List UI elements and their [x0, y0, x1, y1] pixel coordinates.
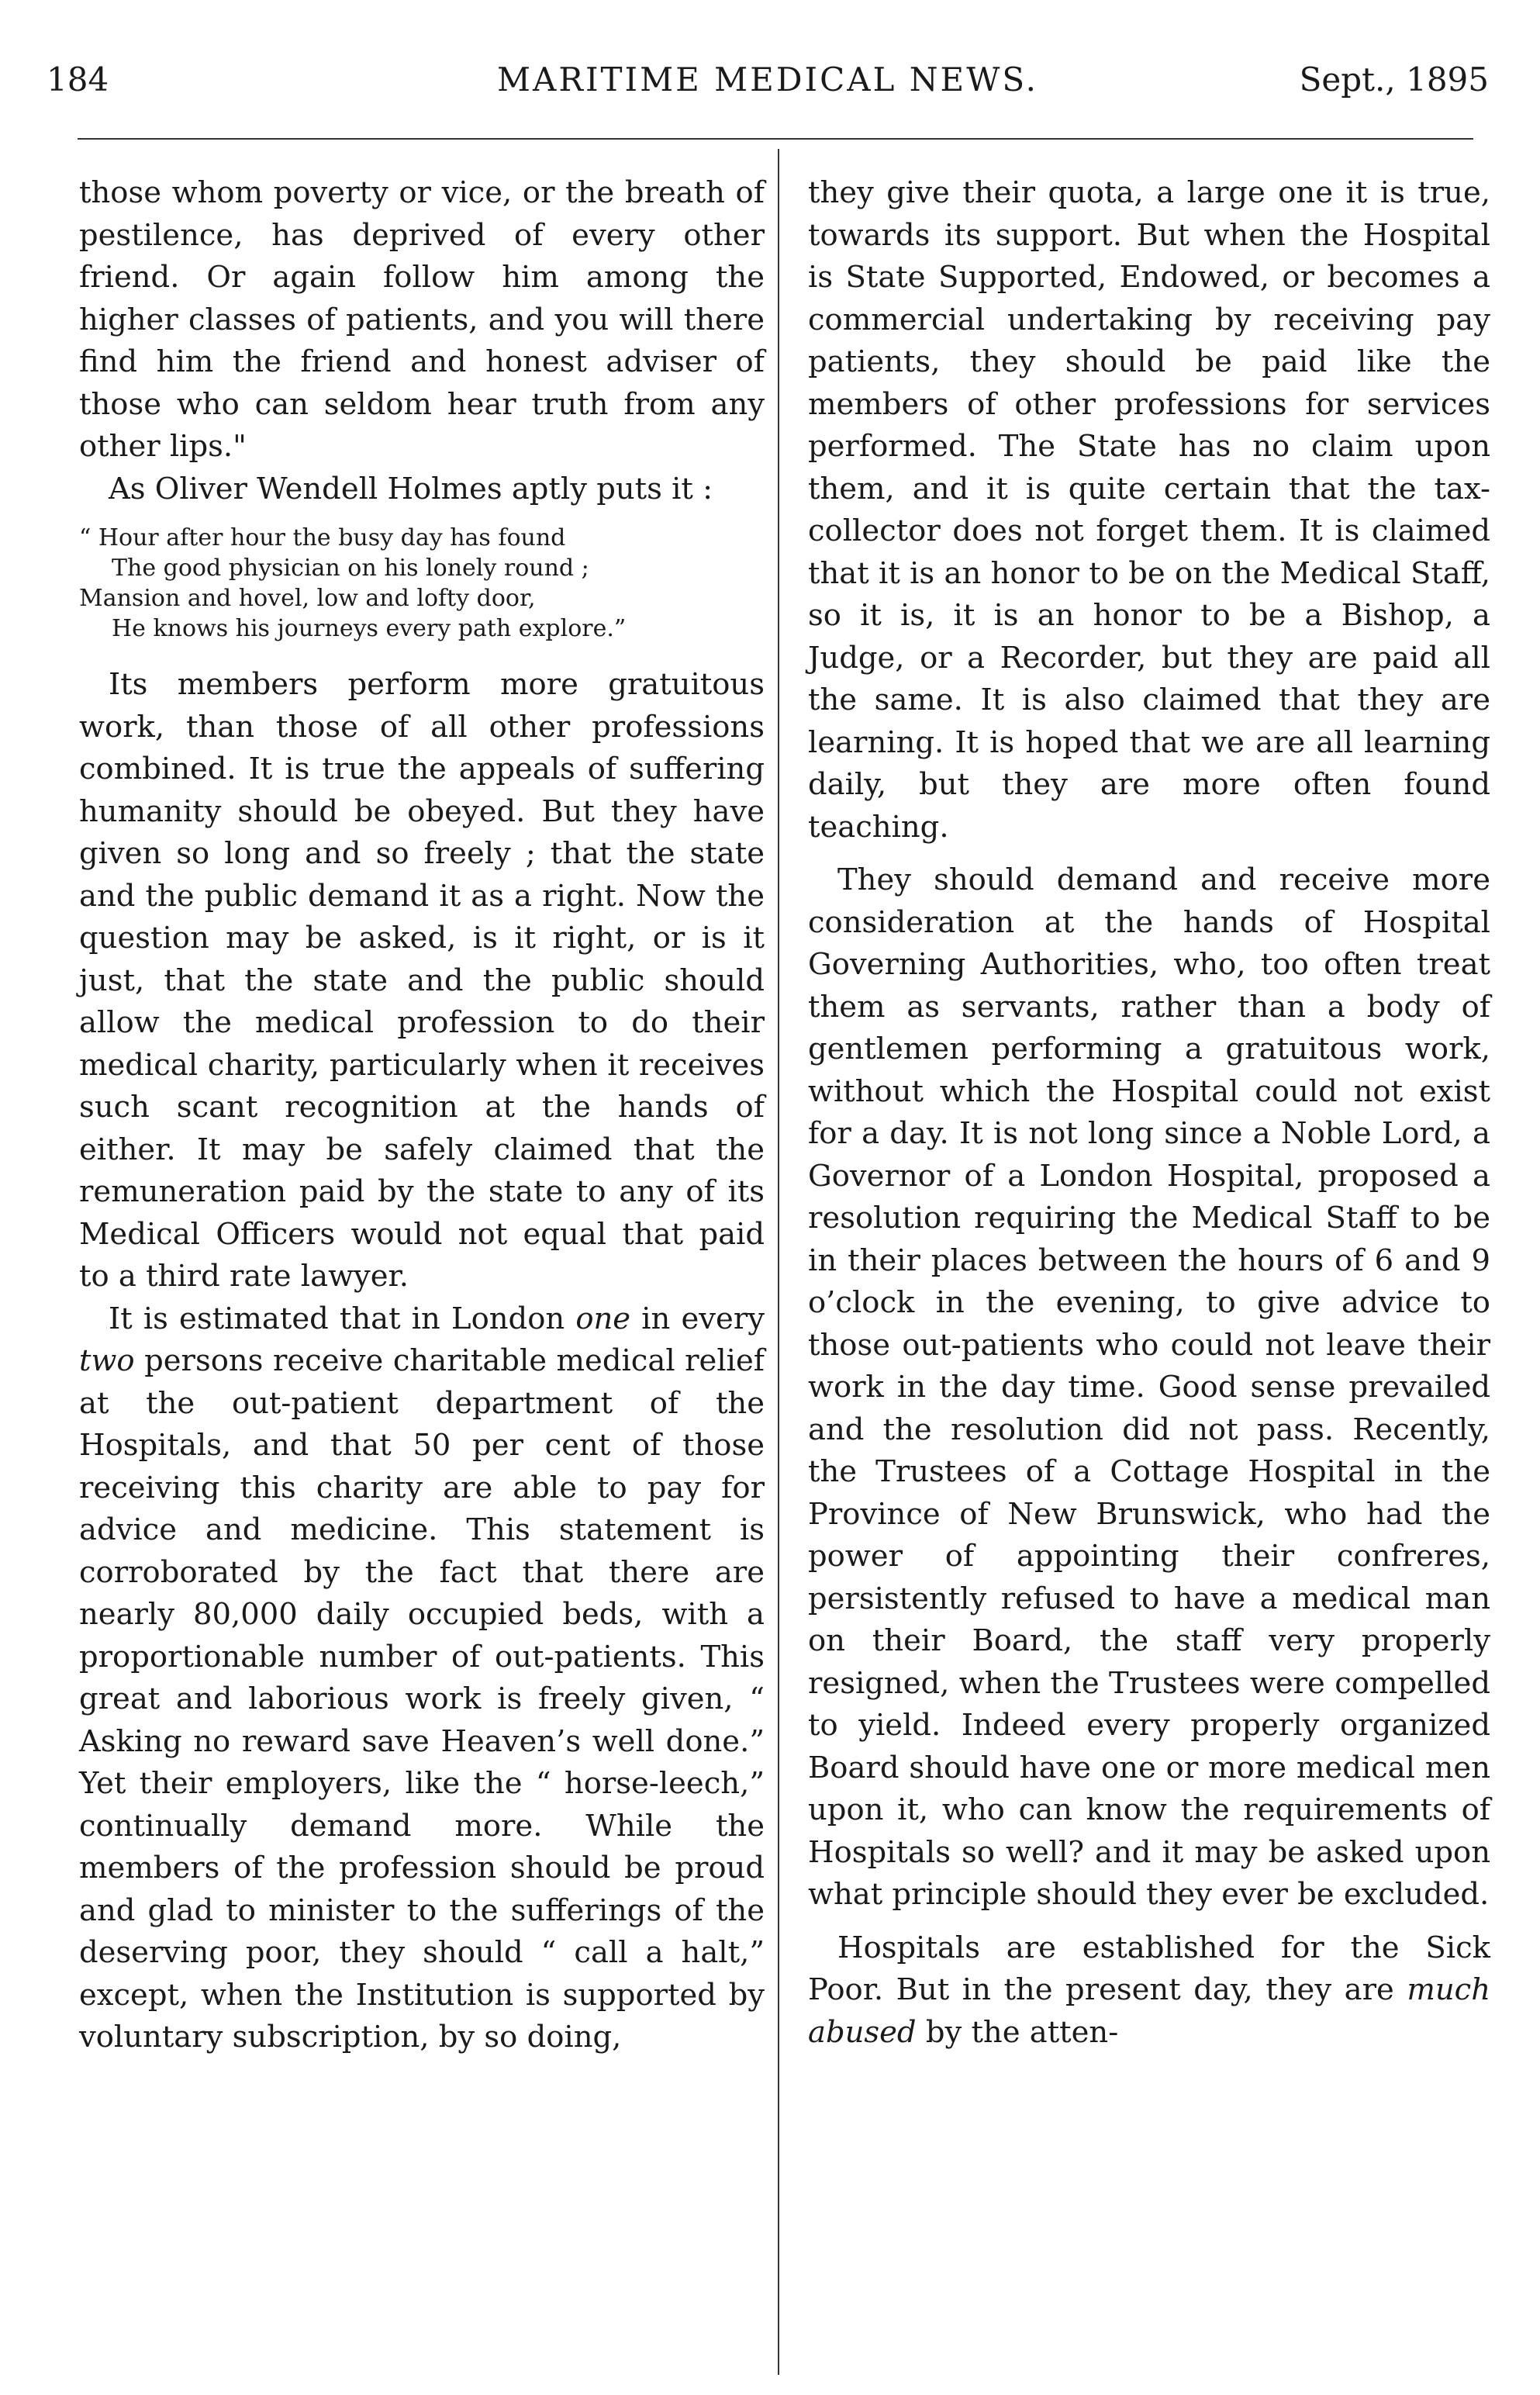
left-paragraph-1: those whom poverty or vice, or the breath of pestilence, has deprived of every other friend. Or again follow him among the higher classes of patients, and you will there find him the friend and honest adviser of those who can seldom hear truth from any other lips." — [79, 175, 765, 464]
text-run: by the atten- — [916, 2014, 1119, 2050]
journal-title: MARITIME MEDICAL NEWS. — [496, 60, 1038, 98]
left-paragraph-2: As Oliver Wendell Holmes aptly puts it : — [109, 471, 713, 506]
text-run: persons receive charitable medical relief at the out-patient department of the Hospitals, and that 50 per cent of those receiving this charity are able to pay for advice and medicine. This statement is corroborated by the fact that there are nearly 80,000 daily occupied beds, with a proportionable number of out-patients. This great and laborious work is freely given, “ Asking no reward save Heaven’s well done.” Yet their employers, like the “ horse-leech,” continually demand more. While the members of the profession should be proud and glad to minister to the sufferings of the deserving poor, they should “ call a halt,” except, when the Institution is supported by voluntary subscription, by so doing, — [79, 1343, 765, 2055]
right-paragraph-3 — [808, 1927, 1490, 2055]
right-paragraph-1: they give their quota, a large one it is true, towards its support. But when the Hospital is State Supported, Endowed, or becomes a commercial undertaking by receiving pay patients, they should be paid like the members of other professions for services performed. The State has no claim upon them, and it is quite certain that the tax-collector does not forget them. It is claimed that it is an honor to be on the Medical Staff, so it is, it is an honor to be a Bishop, a Judge, or a Recorder, but they are paid all the same. It is also claimed that they are learning. It is hoped that we are all learning daily, but they are more often found teaching. — [808, 175, 1490, 845]
page-number: 184 — [47, 60, 109, 98]
paragraph-gap — [808, 848, 1490, 859]
verse-line-4: He knows his journeys every path explore.” — [112, 615, 627, 642]
left-column — [79, 172, 765, 2059]
left-paragraph-3: Its members perform more gratuitous work, than those of all other professions combined. It is true the appeals of suffering humanity should be obeyed. But they have given so long and so freely ; that the state and the public demand it as a right. Now the question may be asked, is it right, or is it just, that the state and the public should allow the medical profession to do their medical charity, particularly when it receives such scant recognition at the hands of either. It may be safely claimed that the remuneration paid by the state to any of its Medical Officers would not equal that paid to a third rate lawyer. — [79, 667, 765, 1294]
verse-line-1: “ Hour after hour the busy day has found — [79, 524, 566, 551]
left-paragraph-4 — [79, 1298, 765, 2059]
issue-date: Sept., 1895 — [1299, 60, 1489, 98]
text-run: Hospitals are established for the Sick Poor. But in the present day, they are — [808, 1930, 1490, 2007]
paragraph-gap — [808, 1916, 1490, 1927]
holmes-verse — [79, 523, 765, 644]
running-header — [47, 60, 1489, 107]
right-paragraph-2: They should demand and receive more consideration at the hands of Hospital Governing Authorities, who, too often treat them as servants, rather than a body of gentlemen performing a gratuitous work, without which the Hospital could not exist for a day. It is not long since a Noble Lord, a Governor of a London Hospital, proposed a resolution requiring the Medical Staff to be in their places between the hours of 6 and 9 o’clock in the evening, to give advice to those out-patients who could not leave their work in the day time. Good sense prevailed and the resolution did not pass. Recently, the Trustees of a Cottage Hospital in the Province of New Brunswick, who had the power of appointing their confreres, persistently refused to have a medical man on their Board, the staff very properly resigned, when the Trustees were compelled to yield. Indeed every properly organized Board should have one or more medical men upon it, who can know the requirements of Hospitals so well? and it may be asked upon what principle should they ever be excluded. — [808, 862, 1490, 1912]
verse-line-3: Mansion and hovel, low and lofty door, — [79, 585, 536, 612]
text-run: in every — [630, 1301, 765, 1336]
column-divider — [778, 149, 779, 2375]
emphasis-much-abused: much abused — [808, 1972, 1490, 2050]
emphasis-one: one — [575, 1301, 631, 1336]
verse-line-2: The good physician on his lonely round ; — [112, 555, 589, 582]
text-run: It is estimated that in London — [109, 1301, 576, 1336]
right-column — [808, 172, 1490, 2054]
header-rule — [78, 138, 1473, 140]
emphasis-two: two — [79, 1343, 135, 1378]
